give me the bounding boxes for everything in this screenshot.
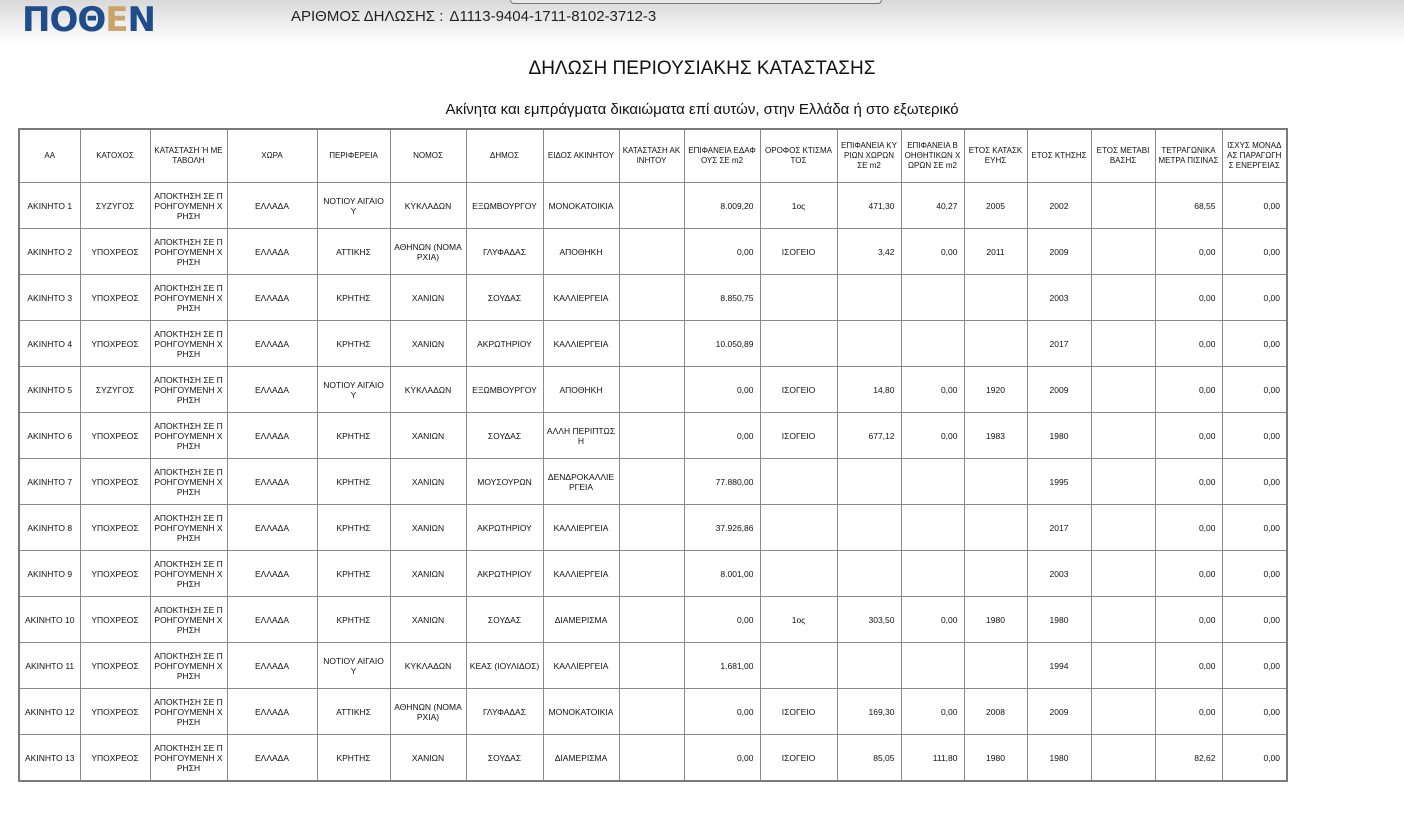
table-cell: ΚΑΛΛΙΕΡΓΕΙΑ (543, 551, 619, 597)
table-cell: 0,00 (684, 735, 760, 782)
table-cell: ΚΡΗΤΗΣ (317, 735, 390, 782)
table-cell: ΚΑΛΛΙΕΡΓΕΙΑ (543, 505, 619, 551)
table-cell: ΙΣΟΓΕΙΟ (760, 413, 837, 459)
table-cell: ΓΛΥΦΑΔΑΣ (466, 689, 543, 735)
table-cell: 0,00 (901, 229, 964, 275)
table-cell: ΥΠΟΧΡΕΟΣ (80, 413, 150, 459)
table-cell: 0,00 (1222, 597, 1287, 643)
column-header: ΕΙΔΟΣ ΑΚΙΝΗΤΟΥ (543, 129, 619, 183)
column-header: ΚΑΤΑΣΤΑΣΗ Ή ΜΕΤΑΒΟΛΗ (150, 129, 227, 183)
table-header-row (19, 129, 1287, 183)
table-cell: 2002 (1027, 183, 1091, 229)
table-cell: ΕΛΛΑΔΑ (227, 597, 317, 643)
table-cell (901, 321, 964, 367)
table-row (19, 321, 1287, 367)
table-cell (964, 643, 1027, 689)
table-cell (619, 551, 684, 597)
column-header: ΠΕΡΙΦΕΡΕΙΑ (317, 129, 390, 183)
table-cell: ΑΚΙΝΗΤΟ 3 (19, 275, 80, 321)
table-row (19, 735, 1287, 782)
table-cell: 82,62 (1155, 735, 1222, 782)
table-cell: ΥΠΟΧΡΕΟΣ (80, 505, 150, 551)
table-cell: 0,00 (1222, 735, 1287, 782)
table-cell (760, 321, 837, 367)
table-cell: 2009 (1027, 229, 1091, 275)
table-cell: 2003 (1027, 551, 1091, 597)
table-cell: 0,00 (1155, 275, 1222, 321)
column-header: ΕΤΟΣ ΜΕΤΑΒΙΒΑΣΗΣ (1091, 129, 1155, 183)
table-cell (619, 275, 684, 321)
table-cell: ΑΚΙΝΗΤΟ 11 (19, 643, 80, 689)
table-row (19, 275, 1287, 321)
table-cell (901, 551, 964, 597)
table-cell (760, 643, 837, 689)
table-cell: ΥΠΟΧΡΕΟΣ (80, 689, 150, 735)
table-cell (1091, 275, 1155, 321)
table-cell: 8.009,20 (684, 183, 760, 229)
table-cell: ΔΙΑΜΕΡΙΣΜΑ (543, 735, 619, 782)
table-row (19, 459, 1287, 505)
table-cell: 0,00 (1155, 505, 1222, 551)
table-cell: ΑΚΙΝΗΤΟ 5 (19, 367, 80, 413)
table-cell: ΕΛΛΑΔΑ (227, 229, 317, 275)
declaration-number-line (291, 8, 656, 25)
table-cell: ΚΥΚΛΑΔΩΝ (390, 183, 466, 229)
column-header: ΤΕΤΡΑΓΩΝΙΚΑ ΜΕΤΡΑ ΠΙΣΙΝΑΣ (1155, 129, 1222, 183)
table-cell: 0,00 (1155, 643, 1222, 689)
table-cell: ΑΚΙΝΗΤΟ 1 (19, 183, 80, 229)
table-cell (964, 321, 1027, 367)
document-header-bar (0, 0, 1404, 44)
table-cell: ΚΡΗΤΗΣ (317, 551, 390, 597)
table-cell: 37.926,86 (684, 505, 760, 551)
table-cell: ΑΚΙΝΗΤΟ 9 (19, 551, 80, 597)
table-cell: ΑΛΛΗ ΠΕΡΙΠΤΩΣΗ (543, 413, 619, 459)
table-cell: ΑΠΟΚΤΗΣΗ ΣΕ ΠΡΟΗΓΟΥΜΕΝΗ ΧΡΗΣΗ (150, 275, 227, 321)
table-cell: 8.850,75 (684, 275, 760, 321)
table-cell: ΣΟΥΔΑΣ (466, 597, 543, 643)
table-cell: 1980 (964, 735, 1027, 782)
table-cell: ΧΑΝΙΩΝ (390, 735, 466, 782)
table-cell: 0,00 (1222, 505, 1287, 551)
column-header: ΕΤΟΣ ΚΤΗΣΗΣ (1027, 129, 1091, 183)
table-cell: ΕΞΩΜΒΟΥΡΓΟΥ (466, 367, 543, 413)
table-cell: ΙΣΟΓΕΙΟ (760, 367, 837, 413)
table-cell (619, 413, 684, 459)
table-cell (964, 459, 1027, 505)
table-cell: ΑΠΟΚΤΗΣΗ ΣΕ ΠΡΟΗΓΟΥΜΕΝΗ ΧΡΗΣΗ (150, 229, 227, 275)
logo-text-part1: ΠΟΘ (22, 0, 106, 40)
table-cell: 0,00 (684, 367, 760, 413)
table-cell: 0,00 (1155, 367, 1222, 413)
table-cell: 1983 (964, 413, 1027, 459)
table-cell: ΑΚΙΝΗΤΟ 7 (19, 459, 80, 505)
table-cell (1091, 735, 1155, 782)
table-cell: ΑΠΟΚΤΗΣΗ ΣΕ ΠΡΟΗΓΟΥΜΕΝΗ ΧΡΗΣΗ (150, 597, 227, 643)
table-cell: 0,00 (1155, 229, 1222, 275)
table-cell (837, 459, 901, 505)
table-cell: 10.050,89 (684, 321, 760, 367)
table-cell: ΥΠΟΧΡΕΟΣ (80, 229, 150, 275)
column-header: ΚΑΤΟΧΟΣ (80, 129, 150, 183)
table-cell (760, 551, 837, 597)
table-cell: 0,00 (1155, 597, 1222, 643)
column-header: ΙΣΧΥΣ ΜΟΝΑΔΑΣ ΠΑΡΑΓΩΓΗΣ ΕΝΕΡΓΕΙΑΣ (1222, 129, 1287, 183)
table-cell: 77.880,00 (684, 459, 760, 505)
table-cell: ΑΠΟΚΤΗΣΗ ΣΕ ΠΡΟΗΓΟΥΜΕΝΗ ΧΡΗΣΗ (150, 367, 227, 413)
column-header: ΕΠΙΦΑΝΕΙΑ ΚΥΡΙΩΝ ΧΩΡΩΝ ΣΕ m2 (837, 129, 901, 183)
declaration-number-label: ΑΡΙΘΜΟΣ ΔΗΛΩΣΗΣ : (291, 8, 444, 25)
table-cell: 0,00 (1222, 413, 1287, 459)
table-cell: 0,00 (901, 367, 964, 413)
logo-text-part3: Ν (127, 0, 155, 40)
table-cell: 0,00 (1222, 367, 1287, 413)
table-cell: ΕΛΛΑΔΑ (227, 321, 317, 367)
table-cell: 471,30 (837, 183, 901, 229)
table-cell (1091, 183, 1155, 229)
table-cell (964, 275, 1027, 321)
table-cell: 1ος (760, 597, 837, 643)
table-cell: 2011 (964, 229, 1027, 275)
table-cell: ΑΚΡΩΤΗΡΙΟΥ (466, 551, 543, 597)
table-row (19, 505, 1287, 551)
table-cell: ΑΠΟΚΤΗΣΗ ΣΕ ΠΡΟΗΓΟΥΜΕΝΗ ΧΡΗΣΗ (150, 689, 227, 735)
table-cell: 2005 (964, 183, 1027, 229)
table-cell: ΑΚΙΝΗΤΟ 6 (19, 413, 80, 459)
table-cell: ΝΟΤΙΟΥ ΑΙΓΑΙΟΥ (317, 643, 390, 689)
table-cell: ΑΠΟΚΤΗΣΗ ΣΕ ΠΡΟΗΓΟΥΜΕΝΗ ΧΡΗΣΗ (150, 505, 227, 551)
table-cell: ΣΟΥΔΑΣ (466, 735, 543, 782)
table-cell: 0,00 (901, 413, 964, 459)
table-row (19, 643, 1287, 689)
table-cell: ΚΑΛΛΙΕΡΓΕΙΑ (543, 643, 619, 689)
table-cell: 1995 (1027, 459, 1091, 505)
column-header: ΝΟΜΟΣ (390, 129, 466, 183)
table-cell (964, 551, 1027, 597)
table-cell: ΑΘΗΝΩΝ (ΝΟΜΑΡΧΙΑ) (390, 229, 466, 275)
table-cell: ΜΟΝΟΚΑΤΟΙΚΙΑ (543, 183, 619, 229)
table-cell: ΙΣΟΓΕΙΟ (760, 735, 837, 782)
table-cell: ΑΠΟΚΤΗΣΗ ΣΕ ΠΡΟΗΓΟΥΜΕΝΗ ΧΡΗΣΗ (150, 321, 227, 367)
viewer-tab-slot (510, 0, 882, 4)
table-cell: ΓΛΥΦΑΔΑΣ (466, 229, 543, 275)
table-cell: 0,00 (1222, 275, 1287, 321)
table-cell: ΧΑΝΙΩΝ (390, 597, 466, 643)
table-row (19, 367, 1287, 413)
declaration-number-value: Δ1113-9404-1711-8102-3712-3 (449, 8, 657, 25)
document-title: ΔΗΛΩΣΗ ΠΕΡΙΟΥΣΙΑΚΗΣ ΚΑΤΑΣΤΑΣΗΣ (528, 58, 876, 79)
column-header: ΚΑΤΑΣΤΑΣΗ ΑΚΙΝΗΤΟΥ (619, 129, 684, 183)
table-cell: ΧΑΝΙΩΝ (390, 413, 466, 459)
table-cell: ΥΠΟΧΡΕΟΣ (80, 321, 150, 367)
table-cell: ΑΠΟΚΤΗΣΗ ΣΕ ΠΡΟΗΓΟΥΜΕΝΗ ΧΡΗΣΗ (150, 183, 227, 229)
table-cell: ΕΛΛΑΔΑ (227, 459, 317, 505)
logo-text-part2: Ε (105, 0, 128, 40)
table-cell: 1980 (1027, 735, 1091, 782)
table-cell (837, 551, 901, 597)
table-cell: 0,00 (1155, 321, 1222, 367)
table-row (19, 551, 1287, 597)
table-cell: 0,00 (1155, 551, 1222, 597)
table-cell: ΣΟΥΔΑΣ (466, 413, 543, 459)
table-cell (1091, 229, 1155, 275)
table-cell: 2003 (1027, 275, 1091, 321)
table-cell (619, 367, 684, 413)
table-cell: 1.681,00 (684, 643, 760, 689)
table-cell: 0,00 (1155, 689, 1222, 735)
table-cell: 2009 (1027, 367, 1091, 413)
table-cell: 0,00 (1222, 459, 1287, 505)
table-cell (1091, 459, 1155, 505)
table-cell: 68,55 (1155, 183, 1222, 229)
table-cell: ΕΛΛΑΔΑ (227, 689, 317, 735)
table-cell: ΚΡΗΤΗΣ (317, 321, 390, 367)
section-title: Ακίνητα και εμπράγματα δικαιώματα επί αυτών, στην Ελλάδα ή στο εξωτερικό (445, 101, 959, 118)
table-cell: ΧΑΝΙΩΝ (390, 505, 466, 551)
table-cell: ΝΟΤΙΟΥ ΑΙΓΑΙΟΥ (317, 183, 390, 229)
table-cell: ΥΠΟΧΡΕΟΣ (80, 275, 150, 321)
table-cell: 0,00 (1222, 643, 1287, 689)
table-cell (619, 597, 684, 643)
table-cell: ΑΤΤΙΚΗΣ (317, 229, 390, 275)
table-cell: ΑΚΙΝΗΤΟ 4 (19, 321, 80, 367)
table-cell: ΧΑΝΙΩΝ (390, 551, 466, 597)
table-cell (837, 275, 901, 321)
table-cell: 0,00 (684, 597, 760, 643)
table-cell: 1980 (964, 597, 1027, 643)
table-cell: 0,00 (1222, 183, 1287, 229)
table-cell (1091, 551, 1155, 597)
table-cell: ΕΛΛΑΔΑ (227, 275, 317, 321)
table-cell: ΥΠΟΧΡΕΟΣ (80, 735, 150, 782)
table-cell: 0,00 (684, 413, 760, 459)
table-cell: ΚΥΚΛΑΔΩΝ (390, 367, 466, 413)
table-cell (619, 643, 684, 689)
table-cell: 1920 (964, 367, 1027, 413)
column-header: ΔΗΜΟΣ (466, 129, 543, 183)
table-cell: 8.001,00 (684, 551, 760, 597)
column-header: ΕΠΙΦΑΝΕΙΑ ΕΔΑΦΟΥΣ ΣΕ m2 (684, 129, 760, 183)
table-cell: ΕΛΛΑΔΑ (227, 643, 317, 689)
table-cell (1091, 597, 1155, 643)
table-cell (619, 689, 684, 735)
table-cell: ΕΛΛΑΔΑ (227, 413, 317, 459)
table-cell: 0,00 (1222, 229, 1287, 275)
column-header: ΕΠΙΦΑΝΕΙΑ ΒΟΗΘΗΤΙΚΩΝ ΧΩΡΩΝ ΣΕ m2 (901, 129, 964, 183)
table-cell: ΥΠΟΧΡΕΟΣ (80, 459, 150, 505)
table-cell (760, 505, 837, 551)
table-cell (619, 459, 684, 505)
table-row (19, 689, 1287, 735)
table-cell: ΕΛΛΑΔΑ (227, 551, 317, 597)
real-estate-table (18, 128, 1288, 782)
table-cell: ΑΚΡΩΤΗΡΙΟΥ (466, 505, 543, 551)
table-cell: ΚΡΗΤΗΣ (317, 505, 390, 551)
table-cell: ΑΠΟΚΤΗΣΗ ΣΕ ΠΡΟΗΓΟΥΜΕΝΗ ΧΡΗΣΗ (150, 413, 227, 459)
table-cell: ΑΘΗΝΩΝ (ΝΟΜΑΡΧΙΑ) (390, 689, 466, 735)
table-cell: ΧΑΝΙΩΝ (390, 459, 466, 505)
table-cell (619, 183, 684, 229)
table-cell: ΑΠΟΘΗΚΗ (543, 229, 619, 275)
table-cell: ΑΠΟΚΤΗΣΗ ΣΕ ΠΡΟΗΓΟΥΜΕΝΗ ΧΡΗΣΗ (150, 643, 227, 689)
table-cell: ΕΛΛΑΔΑ (227, 367, 317, 413)
table-cell: ΑΠΟΚΤΗΣΗ ΣΕ ΠΡΟΗΓΟΥΜΕΝΗ ΧΡΗΣΗ (150, 459, 227, 505)
table-cell (901, 459, 964, 505)
table-cell: 0,00 (684, 689, 760, 735)
table-cell: ΑΚΙΝΗΤΟ 2 (19, 229, 80, 275)
table-cell (901, 275, 964, 321)
table-cell: 111,80 (901, 735, 964, 782)
table-cell: ΕΛΛΑΔΑ (227, 505, 317, 551)
table-cell: ΚΥΚΛΑΔΩΝ (390, 643, 466, 689)
table-cell: ΣΟΥΔΑΣ (466, 275, 543, 321)
table-cell: ΣΥΖΥΓΟΣ (80, 183, 150, 229)
table-cell: ΑΚΙΝΗΤΟ 12 (19, 689, 80, 735)
table-cell (619, 505, 684, 551)
table-row (19, 229, 1287, 275)
table-cell: 0,00 (1155, 413, 1222, 459)
column-header: ΧΩΡΑ (227, 129, 317, 183)
table-cell (1091, 367, 1155, 413)
poθen-logo (22, 0, 155, 40)
table-cell: ΕΞΩΜΒΟΥΡΓΟΥ (466, 183, 543, 229)
table-cell: 0,00 (1222, 321, 1287, 367)
table-cell: ΑΠΟΚΤΗΣΗ ΣΕ ΠΡΟΗΓΟΥΜΕΝΗ ΧΡΗΣΗ (150, 551, 227, 597)
table-cell (619, 735, 684, 782)
table-cell: 0,00 (901, 689, 964, 735)
column-header: ΟΡΟΦΟΣ ΚΤΙΣΜΑΤΟΣ (760, 129, 837, 183)
table-cell (837, 321, 901, 367)
table-cell: 1994 (1027, 643, 1091, 689)
table-cell: 2017 (1027, 321, 1091, 367)
table-cell: ΥΠΟΧΡΕΟΣ (80, 643, 150, 689)
table-cell: ΧΑΝΙΩΝ (390, 321, 466, 367)
table-cell: ΣΥΖΥΓΟΣ (80, 367, 150, 413)
table-cell (1091, 413, 1155, 459)
column-header: ΕΤΟΣ ΚΑΤΑΣΚΕΥΗΣ (964, 129, 1027, 183)
table-cell: 1980 (1027, 597, 1091, 643)
table-cell: 0,00 (1222, 551, 1287, 597)
table-cell (1091, 689, 1155, 735)
table-cell: ΑΠΟΘΗΚΗ (543, 367, 619, 413)
table-cell: 2017 (1027, 505, 1091, 551)
table-cell: ΥΠΟΧΡΕΟΣ (80, 597, 150, 643)
table-cell: 3,42 (837, 229, 901, 275)
table-cell (837, 643, 901, 689)
table-cell: ΚΑΛΛΙΕΡΓΕΙΑ (543, 275, 619, 321)
table-body (19, 183, 1287, 782)
table-cell: ΚΕΑΣ (ΙΟΥΛΙΔΟΣ) (466, 643, 543, 689)
table-cell: ΚΡΗΤΗΣ (317, 413, 390, 459)
table-cell: ΑΚΙΝΗΤΟ 13 (19, 735, 80, 782)
table-cell: 677,12 (837, 413, 901, 459)
table-cell: 1980 (1027, 413, 1091, 459)
table-cell (1091, 321, 1155, 367)
table-cell: ΚΡΗΤΗΣ (317, 459, 390, 505)
table-cell (760, 459, 837, 505)
table-cell (901, 505, 964, 551)
table-cell: 85,05 (837, 735, 901, 782)
table-cell: ΙΣΟΓΕΙΟ (760, 689, 837, 735)
table-cell: ΕΛΛΑΔΑ (227, 735, 317, 782)
table-cell (1091, 505, 1155, 551)
table-cell: ΑΚΙΝΗΤΟ 8 (19, 505, 80, 551)
table-cell: 2009 (1027, 689, 1091, 735)
table-cell: 0,00 (1222, 689, 1287, 735)
table-cell: ΜΟΥΣΟΥΡΩΝ (466, 459, 543, 505)
table-cell: 2008 (964, 689, 1027, 735)
table-cell (619, 321, 684, 367)
table-cell (964, 505, 1027, 551)
table-cell: ΥΠΟΧΡΕΟΣ (80, 551, 150, 597)
table-cell: 40,27 (901, 183, 964, 229)
table-cell: ΑΚΙΝΗΤΟ 10 (19, 597, 80, 643)
table-cell (837, 505, 901, 551)
table-cell: 14,80 (837, 367, 901, 413)
table-cell: ΑΤΤΙΚΗΣ (317, 689, 390, 735)
table-cell: 1ος (760, 183, 837, 229)
table-cell: ΑΠΟΚΤΗΣΗ ΣΕ ΠΡΟΗΓΟΥΜΕΝΗ ΧΡΗΣΗ (150, 735, 227, 782)
table-row (19, 597, 1287, 643)
table-cell: 0,00 (1155, 459, 1222, 505)
column-header: ΑΑ (19, 129, 80, 183)
table-cell (901, 643, 964, 689)
table-cell: 169,30 (837, 689, 901, 735)
table-cell: ΝΟΤΙΟΥ ΑΙΓΑΙΟΥ (317, 367, 390, 413)
table-row (19, 183, 1287, 229)
table-cell: ΕΛΛΑΔΑ (227, 183, 317, 229)
table-cell (760, 275, 837, 321)
table-cell: ΚΑΛΛΙΕΡΓΕΙΑ (543, 321, 619, 367)
table-cell (619, 229, 684, 275)
table-cell: ΔΕΝΔΡΟΚΑΛΛΙΕΡΓΕΙΑ (543, 459, 619, 505)
table-cell: ΜΟΝΟΚΑΤΟΙΚΙΑ (543, 689, 619, 735)
table-cell: ΔΙΑΜΕΡΙΣΜΑ (543, 597, 619, 643)
table-cell: ΚΡΗΤΗΣ (317, 275, 390, 321)
table-cell: 0,00 (684, 229, 760, 275)
table-cell: ΙΣΟΓΕΙΟ (760, 229, 837, 275)
table-cell: ΑΚΡΩΤΗΡΙΟΥ (466, 321, 543, 367)
table-row (19, 413, 1287, 459)
table-cell: 303,50 (837, 597, 901, 643)
table-cell (1091, 643, 1155, 689)
table-cell: ΧΑΝΙΩΝ (390, 275, 466, 321)
table-cell: 0,00 (901, 597, 964, 643)
table-cell: ΚΡΗΤΗΣ (317, 597, 390, 643)
